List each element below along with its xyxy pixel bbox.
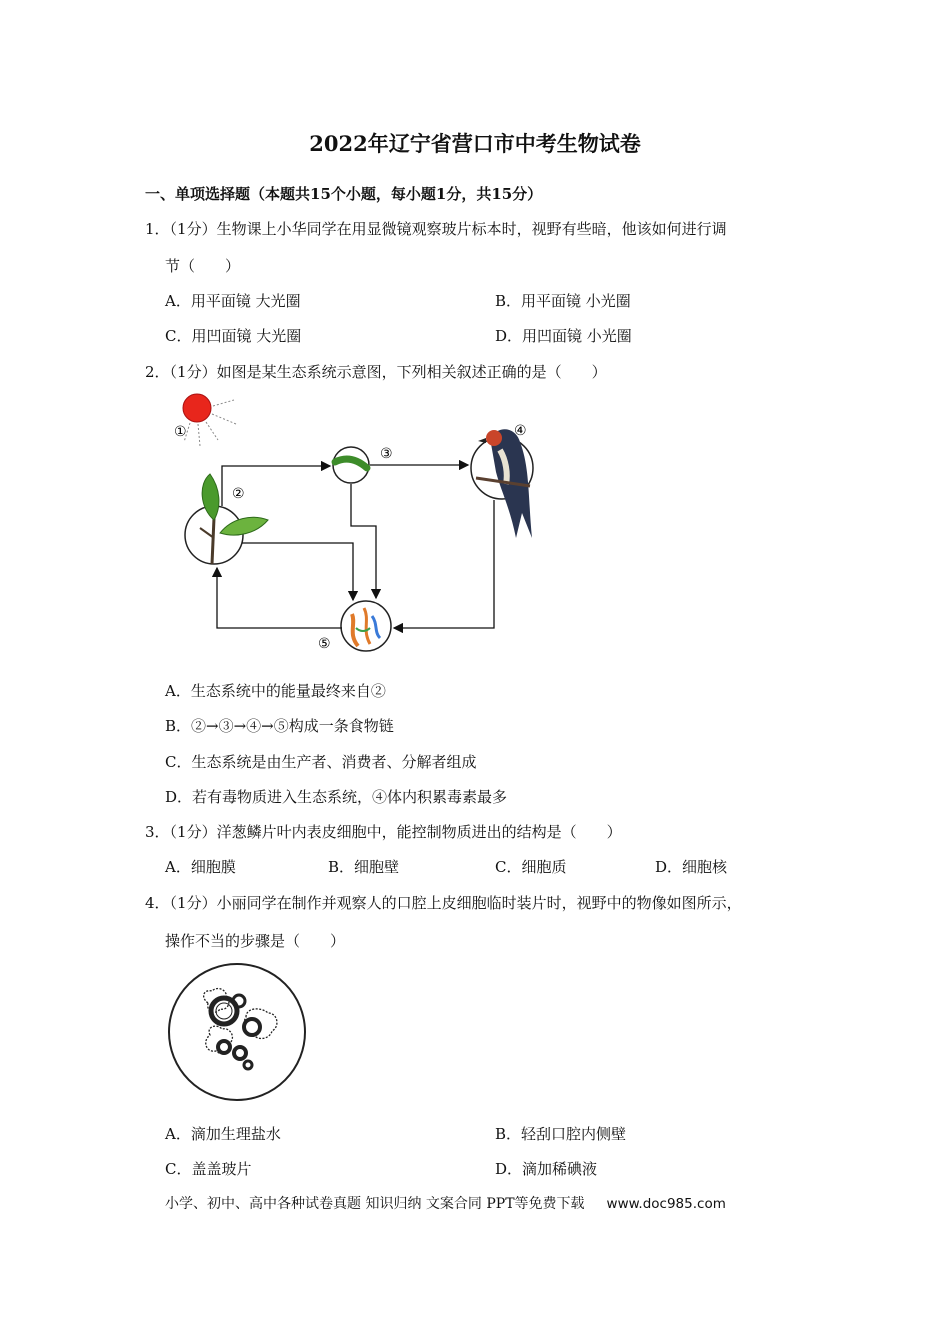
option-c: C．细胞质	[495, 858, 567, 876]
question-text: （1分）洋葱鳞片叶内表皮细胞中，能控制物质进出的结构是（ ）	[169, 823, 622, 841]
question-text: （1分）如图是某生态系统示意图，下列相关叙述正确的是（ ）	[169, 363, 607, 381]
sun-icon	[183, 394, 236, 446]
question-number: 2．	[145, 363, 170, 381]
field-of-view	[169, 964, 305, 1100]
label-5: ⑤	[318, 636, 331, 652]
option-b: B．②→③→④→⑤构成一条食物链	[165, 717, 394, 735]
option-d: D．细胞核	[655, 858, 728, 876]
arrow-plant-to-decomposer	[242, 543, 353, 600]
option-d: D．若有毒物质进入生态系统，④体内积累毒素最多	[165, 788, 508, 806]
question-text: （1分）生物课上小华同学在用显微镜观察玻片标本时，视野有些暗，他该如何进行调	[169, 220, 727, 238]
label-1: ①	[174, 424, 187, 440]
option-b: B．轻刮口腔内侧壁	[495, 1125, 627, 1143]
question-number: 3．	[145, 823, 170, 841]
option-a: A．用平面镜 大光圈	[165, 292, 301, 310]
footer	[165, 1193, 726, 1213]
question-1-line2: 节（ ）	[165, 257, 241, 275]
label-2: ②	[232, 486, 245, 502]
question-2	[145, 361, 607, 382]
question-3	[145, 821, 622, 842]
option-c: C．生态系统是由生产者、消费者、分解者组成	[165, 753, 477, 771]
option-d: D．滴加稀碘液	[495, 1160, 598, 1178]
arrow-caterpillar-to-decomposer	[351, 484, 376, 598]
option-c: C．用凹面镜 大光圈	[165, 327, 302, 345]
decomposer-icon	[341, 601, 391, 651]
footer-url-link[interactable]: www.doc985.com	[606, 1196, 726, 1212]
microscope-view-figure	[166, 961, 310, 1105]
plant-icon	[185, 474, 268, 564]
label-3: ③	[380, 446, 393, 462]
caterpillar-icon	[333, 447, 369, 483]
question-number: 1．	[145, 220, 170, 238]
question-text: （1分）小丽同学在制作并观察人的口腔上皮细胞临时装片时，视野中的物像如图所示，	[169, 894, 742, 912]
question-4-line2: 操作不当的步骤是（ ）	[165, 932, 346, 950]
arrow-decomposer-to-plant	[217, 568, 342, 628]
bird-icon	[471, 429, 533, 538]
label-4: ④	[514, 423, 527, 439]
arrow-bird-to-decomposer	[394, 500, 494, 628]
question-number: 4．	[145, 894, 170, 912]
page-title: 2022年辽宁省营口市中考生物试卷	[309, 131, 641, 156]
option-a: A．生态系统中的能量最终来自②	[165, 682, 386, 700]
question-4	[145, 892, 742, 913]
option-b: B．用平面镜 小光圈	[495, 292, 631, 310]
option-d: D．用凹面镜 小光圈	[495, 327, 632, 345]
option-c: C．盖盖玻片	[165, 1160, 252, 1178]
footer-text: 小学、初中、高中各种试卷真题 知识归纳 文案合同 PPT等免费下载	[165, 1196, 585, 1212]
option-a: A．细胞膜	[165, 858, 236, 876]
option-a: A．滴加生理盐水	[165, 1125, 281, 1143]
ecosystem-diagram	[160, 388, 560, 660]
section-heading: 一、单项选择题（本题共15个小题，每小题1分，共15分）	[145, 185, 543, 203]
question-1	[145, 218, 727, 239]
option-b: B．细胞壁	[328, 858, 400, 876]
